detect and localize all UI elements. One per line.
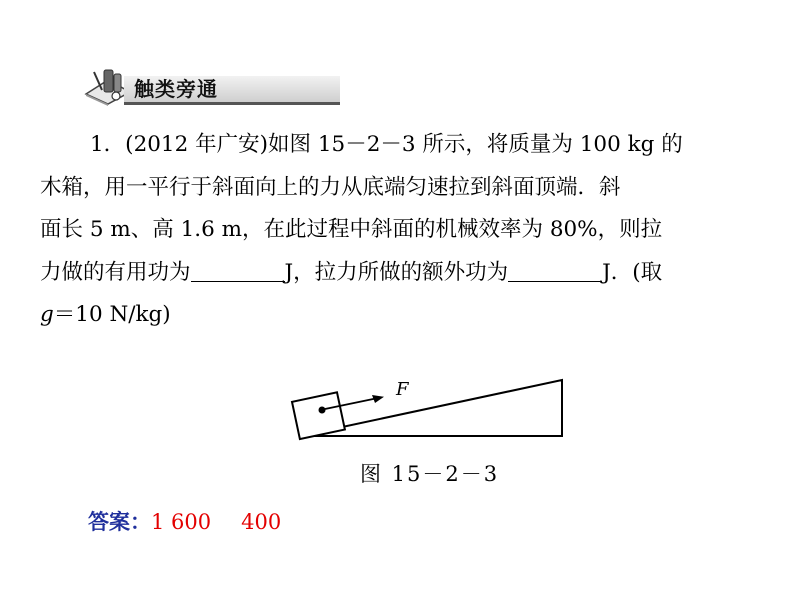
problem-line-1: 1．(2012 年广安)如图 15－2－3 所示，将质量为 100 kg 的 <box>90 132 683 157</box>
section-header <box>84 66 260 106</box>
problem-line-4-a: 力做的有用功为 <box>40 259 191 285</box>
problem-text <box>40 124 770 337</box>
problem-line-5 <box>40 294 770 337</box>
problem-line-4 <box>40 252 770 295</box>
problem-line-3: 面长 5 m、高 1.6 m，在此过程中斜面的机械效率为 80%，则拉 <box>40 217 663 242</box>
problem-line-5-rest: ＝10 N/kg) <box>53 302 171 327</box>
problem-line-4-b: J，拉力所做的额外功为 <box>284 259 509 285</box>
answer-blank-1 <box>191 257 285 282</box>
problem-line-4-c: J．(取 <box>602 259 663 285</box>
answer-line <box>88 506 281 536</box>
header-title: 触类旁通 <box>134 77 218 101</box>
force-arrowhead <box>372 395 384 403</box>
gravity-variable: g <box>40 302 54 327</box>
answer-blank-2 <box>508 257 602 282</box>
force-label: F <box>396 379 409 400</box>
wooden-box <box>292 392 345 439</box>
box-center-dot <box>319 407 326 414</box>
problem-line-2: 木箱，用一平行于斜面向上的力从底端匀速拉到斜面顶端．斜 <box>40 174 621 200</box>
figure-caption: 图 15－2－3 <box>360 462 500 486</box>
incline-diagram <box>290 374 570 444</box>
answer-label: 答案： <box>88 510 151 534</box>
answer-value-2: 400 <box>241 510 282 534</box>
answer-value-1: 1 600 <box>151 510 212 534</box>
